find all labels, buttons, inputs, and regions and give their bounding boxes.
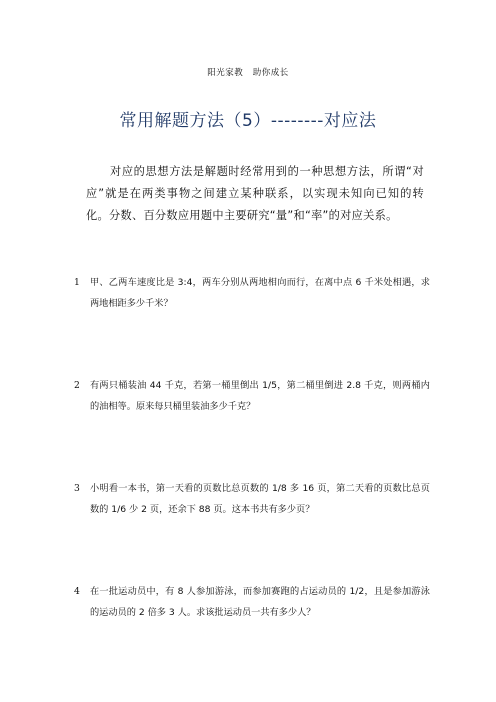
problem-number: 2 <box>74 380 80 391</box>
problem-text: 小明看一本书，第一天看的页数比总页数的 1/8 多 16 页，第二天看的页数比总页数的 1/6 少 2 页，还余下 88 页。这本书共有多少页？ <box>90 483 430 515</box>
problem-text: 有两只桶装油 44 千克，若第一桶里倒出 1/5，第二桶里倒进 2.8 千克，则两桶内的油相等。原来每只桶里装油多少千克？ <box>90 380 430 412</box>
problem-text: 在一批运动员中，有 8 人参加游泳，而参加赛跑的占运动员的 1/2，且是参加游泳的运动员的 2 倍多 3 人。求该批运动员一共有多少人？ <box>90 586 430 618</box>
page-title: 常用解题方法（5）--------对应法 <box>119 111 377 131</box>
problem-item <box>74 581 430 623</box>
problem-number: 4 <box>74 586 80 597</box>
intro-paragraph: 对应的思想方法是解题时经常用到的一种思想方法，所谓“对应”就是在两类事物之间建立某种联系，以实现未知向已知的转化。分数、百分数应用题中主要研究“量”和“率”的对应关系。 <box>86 165 424 222</box>
problem-number: 3 <box>74 483 80 494</box>
problem-item <box>74 272 430 314</box>
page-header: 阳光家教 助你成长 <box>207 68 289 78</box>
problem-text: 甲、乙两车速度比是 3:4，两车分别从两地相向而行，在离中点 6 千米处相遇，求两地相距多少千米？ <box>90 277 430 309</box>
problem-item <box>74 478 430 520</box>
problem-item <box>74 375 430 417</box>
problem-number: 1 <box>74 277 80 288</box>
